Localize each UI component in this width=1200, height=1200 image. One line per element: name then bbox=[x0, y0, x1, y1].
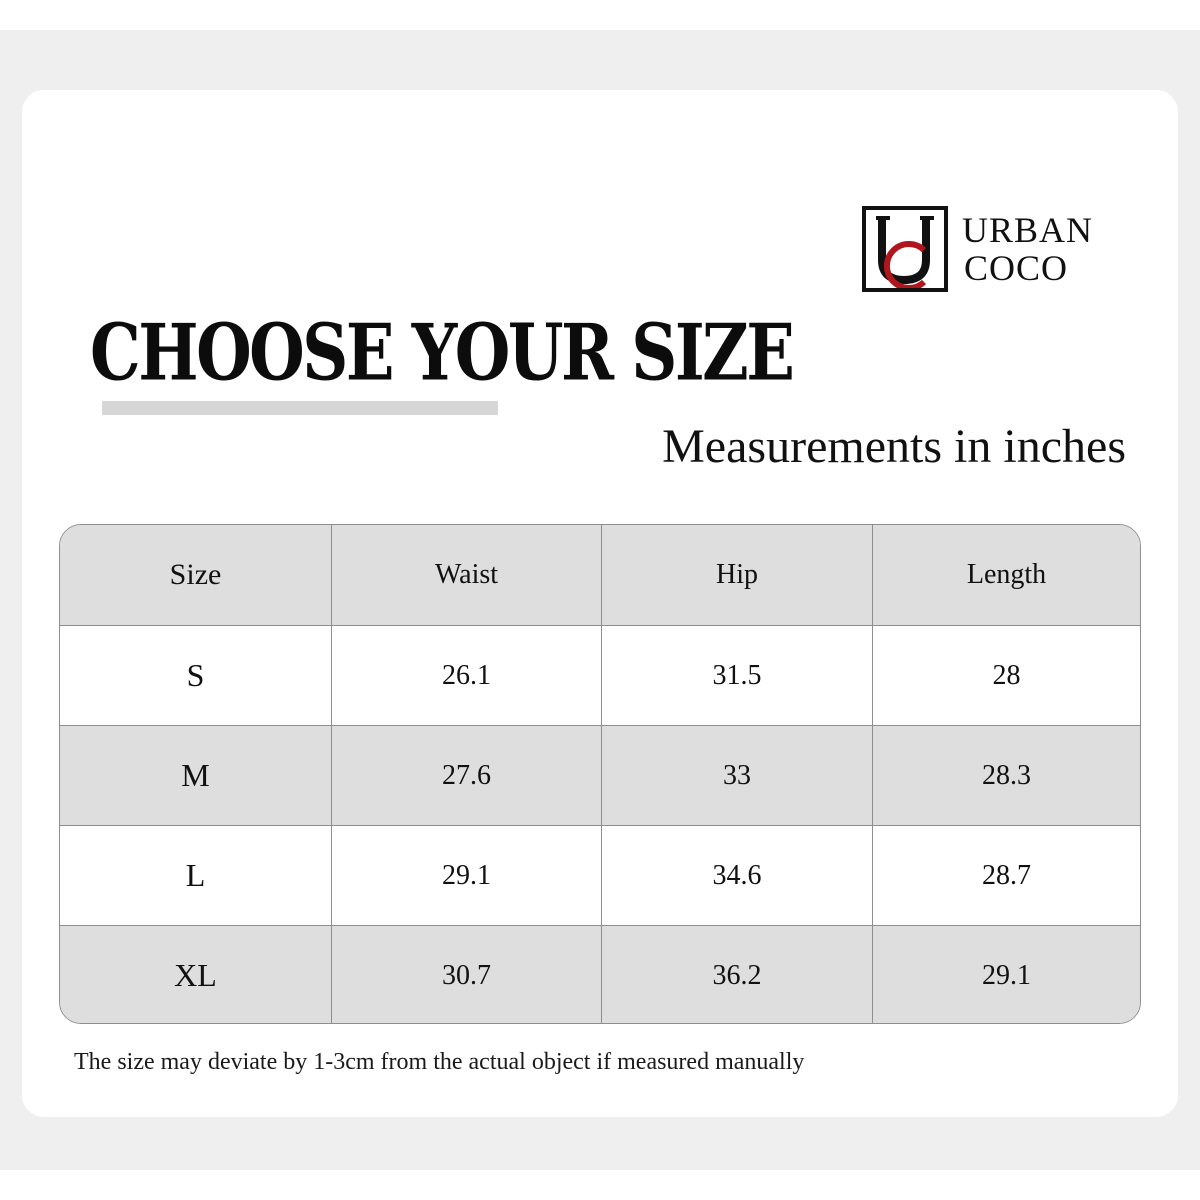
header-length: Length bbox=[872, 525, 1140, 625]
hip-cell: 34.6 bbox=[601, 826, 872, 925]
brand-line-2: COCO bbox=[964, 247, 1069, 288]
size-cell: XL bbox=[174, 957, 217, 993]
table-row bbox=[60, 925, 1140, 1024]
measurement-footnote: The size may deviate by 1-3cm from the actual object if measured manually bbox=[74, 1049, 805, 1075]
length-cell: 28.3 bbox=[872, 726, 1140, 825]
header-hip: Hip bbox=[601, 525, 872, 625]
waist-cell: 30.7 bbox=[331, 926, 601, 1024]
title-underline bbox=[102, 401, 498, 415]
header-waist: Waist bbox=[331, 525, 601, 625]
header-size: Size bbox=[169, 558, 222, 591]
size-table bbox=[59, 524, 1141, 1024]
hip-cell: 36.2 bbox=[601, 926, 872, 1024]
monogram-icon bbox=[862, 206, 948, 292]
brand-wordmark bbox=[962, 211, 1093, 287]
table-row bbox=[60, 825, 1140, 925]
size-cell: L bbox=[185, 857, 206, 893]
size-cell: M bbox=[181, 757, 210, 793]
length-cell: 29.1 bbox=[872, 926, 1140, 1024]
size-cell: S bbox=[186, 657, 205, 693]
brand-logo bbox=[862, 202, 1093, 295]
table-row bbox=[60, 625, 1140, 725]
table-header-row bbox=[60, 525, 1140, 625]
brand-line-1: URBAN bbox=[962, 209, 1094, 250]
page-title: CHOOSE YOUR SIZE bbox=[90, 306, 793, 398]
length-cell: 28.7 bbox=[872, 826, 1140, 925]
table-row bbox=[60, 725, 1140, 825]
hip-cell: 31.5 bbox=[601, 626, 872, 725]
measurement-unit-subtitle: Measurements in inches bbox=[662, 420, 1126, 473]
length-cell: 28 bbox=[872, 626, 1140, 725]
waist-cell: 26.1 bbox=[331, 626, 601, 725]
waist-cell: 27.6 bbox=[331, 726, 601, 825]
waist-cell: 29.1 bbox=[331, 826, 601, 925]
hip-cell: 33 bbox=[601, 726, 872, 825]
